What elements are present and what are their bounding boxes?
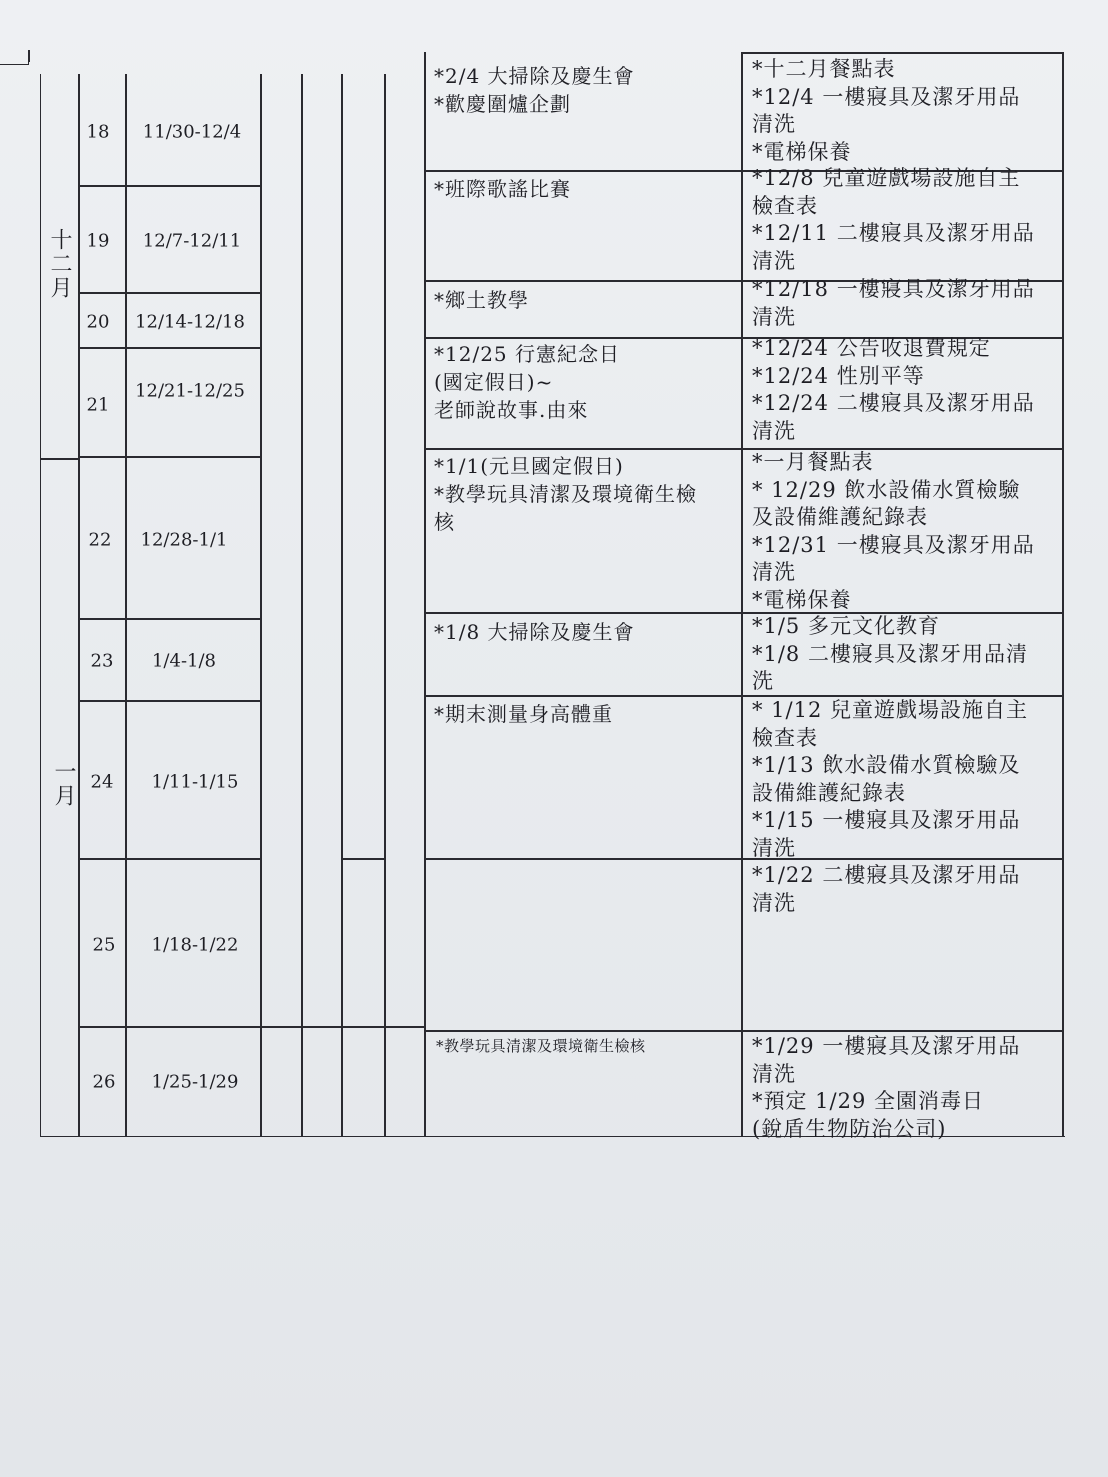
activity-cell: *教學玩具清潔及環境衛生檢核 <box>436 1037 646 1055</box>
week-number: 23 <box>90 650 114 672</box>
row-line-blank-segment <box>341 858 384 860</box>
date-range: 12/21-12/25 <box>135 380 245 402</box>
activity-cell: *班際歌謠比賽 <box>434 177 571 201</box>
row-line-wd-6 <box>78 700 262 702</box>
date-range: 1/18-1/22 <box>151 934 239 956</box>
admin-cell: *12/24 公告收退費規定 *12/24 性別平等 *12/24 二樓寢具及潔牙用品 清洗 <box>752 336 1035 443</box>
date-range: 12/7-12/11 <box>142 230 242 252</box>
admin-cell: *一月餐點表 * 12/29 飲水設備水質檢驗 及設備維護紀錄表 *12/31 一樓寢具及潔牙用品 清洗 *電梯保養 <box>752 450 1035 612</box>
admin-cell: * 1/12 兒童遊戲場設施自主 檢查表 *1/13 飲水設備水質檢驗及 設備維護紀錄表 *1/15 一樓寢具及潔牙用品 清洗 <box>752 698 1029 860</box>
row-line-wd-1 <box>78 185 262 187</box>
date-range: 12/28-1/1 <box>140 529 228 551</box>
activity-cell: *2/4 大掃除及慶生會 *歡慶圍爐企劃 <box>434 64 635 116</box>
week-number: 24 <box>90 771 114 793</box>
col-line-right <box>1062 52 1064 1136</box>
date-range: 1/25-1/29 <box>151 1071 239 1093</box>
week-number: 22 <box>88 529 112 551</box>
date-range: 1/11-1/15 <box>151 771 239 793</box>
col-line-blank-3 <box>384 74 386 1136</box>
week-number: 25 <box>92 934 116 956</box>
month-label-january: 一月 <box>51 760 76 808</box>
admin-cell: *1/22 二樓寢具及潔牙用品 清洗 <box>752 863 1021 915</box>
col-line-blank-2 <box>341 74 343 1136</box>
activity-cell: *鄉土教學 <box>434 288 529 312</box>
week-number: 20 <box>86 311 110 333</box>
activity-cell: *12/25 行憲紀念日 (國定假日)~ 老師說故事.由來 <box>434 342 620 422</box>
col-line-activity-left <box>424 52 426 1136</box>
table-corner-mark <box>0 50 29 65</box>
date-range: 12/14-12/18 <box>135 311 245 333</box>
admin-cell: *12/18 一樓寢具及潔牙用品 清洗 <box>752 277 1035 329</box>
row-line-wd-7 <box>78 858 262 860</box>
table-corner-tick <box>28 50 30 62</box>
row-line-wd-2 <box>78 292 262 294</box>
week-number: 26 <box>92 1071 116 1093</box>
activity-cell: *1/8 大掃除及慶生會 <box>434 620 635 644</box>
week-number: 21 <box>86 394 110 416</box>
activity-cell: *1/1(元旦國定假日) *教學玩具清潔及環境衛生檢 核 <box>434 454 697 534</box>
admin-cell: *十二月餐點表 *12/4 一樓寢具及潔牙用品 清洗 *電梯保養 <box>752 57 1021 164</box>
month-separator <box>40 458 80 460</box>
admin-cell: *1/29 一樓寢具及潔牙用品 清洗 *預定 1/29 全園消毒日 (銳盾生物防治公司) <box>752 1034 1021 1141</box>
admin-cell: *1/5 多元文化教育 *1/8 二樓寢具及潔牙用品清 洗 <box>752 614 1028 693</box>
row-line-wd-5 <box>78 618 262 620</box>
row-line-wd-8 <box>78 1026 424 1028</box>
activity-cell: *期末測量身高體重 <box>434 702 613 726</box>
admin-cell: *12/8 兒童遊戲場設施自主 檢查表 *12/11 二樓寢具及潔牙用品 清洗 <box>752 166 1035 273</box>
month-label-december: 十二月 <box>47 228 72 300</box>
top-line-right <box>741 52 1063 54</box>
row-line-wd-3 <box>78 347 262 349</box>
week-number: 19 <box>86 230 110 252</box>
date-range: 1/4-1/8 <box>151 650 217 672</box>
row-line-wd-4 <box>78 456 262 458</box>
col-line-admin-left <box>741 52 743 1136</box>
date-range: 11/30-12/4 <box>142 121 242 143</box>
col-line-blank-1 <box>301 74 303 1136</box>
week-number: 18 <box>86 121 110 143</box>
